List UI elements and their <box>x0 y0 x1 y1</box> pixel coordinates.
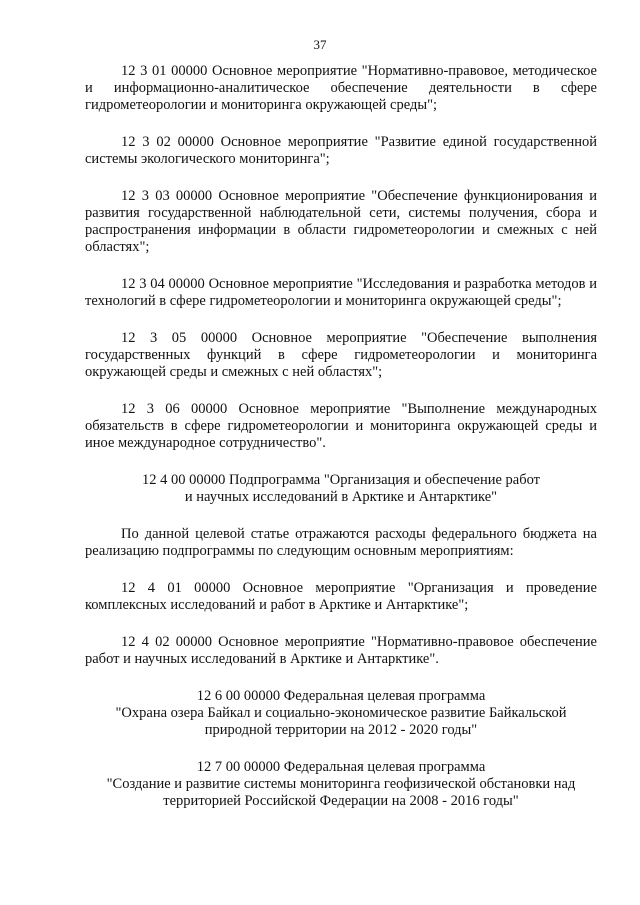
paragraph-12-3-02: 12 3 02 00000 Основное мероприятие "Развитие единой государственной системы экологического мониторинга"; <box>85 134 597 167</box>
program-heading-line: 12 6 00 00000 Федеральная целевая программа <box>196 688 486 704</box>
paragraph-12-3-05: 12 3 05 00000 Основное мероприятие "Обеспечение выполнения государственных функций в сфере гидрометеорологии и мониторинга окружающей среды и смежных с ней областях"; <box>85 330 597 380</box>
program-heading-line: 12 7 00 00000 Федеральная целевая программа <box>196 759 486 775</box>
paragraph-12-3-03: 12 3 03 00000 Основное мероприятие "Обеспечение функционирования и развития государственной наблюдательной сети, системы получения, сбора и распространения информации в области гидрометеорологии и смежных с ней областях"; <box>85 188 597 255</box>
program-heading-12-6 <box>85 688 597 739</box>
program-heading-line: природной территории на 2012 - 2020 годы" <box>204 722 478 738</box>
subprogram-intro: По данной целевой статье отражаются расходы федерального бюджета на реализацию подпрограммы по следующим основным мероприятиям: <box>85 526 597 559</box>
subprogram-heading-line: 12 4 00 00000 Подпрограмма "Организация и обеспечение работ <box>141 472 541 488</box>
program-heading-line: территорией Российской Федерации на 2008 - 2016 годы" <box>163 793 519 809</box>
paragraph-12-3-01: 12 3 01 00000 Основное мероприятие "Нормативно-правовое, методическое и информационно-аналитическое обеспечение деятельности в сфере гидрометеорологии и мониторинга окружающей среды"; <box>85 63 597 113</box>
program-heading-line: "Охрана озера Байкал и социально-экономическое развитие Байкальской <box>115 705 567 721</box>
paragraph-12-4-01: 12 4 01 00000 Основное мероприятие "Организация и проведение комплексных исследований и работ в Арктике и Антарктике"; <box>85 580 597 613</box>
subprogram-heading <box>85 472 597 506</box>
subprogram-heading-line: и научных исследований в Арктике и Антарктике" <box>184 489 498 505</box>
program-heading-line: "Создание и развитие системы мониторинга геофизической обстановки над <box>106 776 576 792</box>
document-body <box>85 63 597 810</box>
program-heading-12-7 <box>85 759 597 810</box>
page-number: 37 <box>313 37 327 52</box>
paragraph-12-3-04: 12 3 04 00000 Основное мероприятие "Исследования и разработка методов и технологий в сфере гидрометеорологии и мониторинга окружающей среды"; <box>85 276 597 309</box>
paragraph-12-3-06: 12 3 06 00000 Основное мероприятие "Выполнение международных обязательств в сфере гидрометеорологии и мониторинга окружающей среды и иное международное сотрудничество". <box>85 401 597 451</box>
paragraph-12-4-02: 12 4 02 00000 Основное мероприятие "Нормативно-правовое обеспечение работ и научных исследований в Арктике и Антарктике". <box>85 634 597 667</box>
